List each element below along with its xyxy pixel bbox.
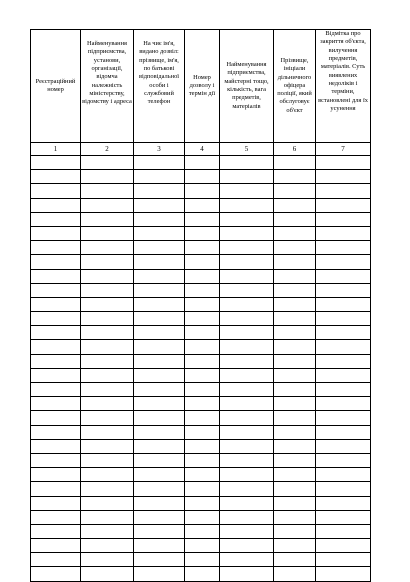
table-cell — [220, 496, 274, 510]
table-cell — [134, 297, 185, 311]
table-row — [31, 198, 371, 212]
table-cell — [31, 212, 81, 226]
table-cell — [220, 482, 274, 496]
table-cell — [134, 226, 185, 240]
table-cell — [134, 482, 185, 496]
table-cell — [316, 553, 371, 567]
table-cell — [134, 453, 185, 467]
header-row — [31, 30, 371, 143]
table-cell — [185, 226, 220, 240]
table-cell — [220, 354, 274, 368]
table-cell — [220, 156, 274, 170]
table-cell — [220, 297, 274, 311]
table-cell — [274, 283, 316, 297]
table-cell — [220, 510, 274, 524]
table-cell — [274, 354, 316, 368]
table-cell — [134, 326, 185, 340]
table-cell — [81, 383, 134, 397]
table-cell — [220, 468, 274, 482]
table-cell — [31, 468, 81, 482]
table-cell — [81, 212, 134, 226]
table-cell — [274, 411, 316, 425]
table-cell — [134, 170, 185, 184]
table-cell — [274, 170, 316, 184]
table-cell — [134, 496, 185, 510]
table-row — [31, 425, 371, 439]
table-cell — [81, 226, 134, 240]
table-cell — [220, 269, 274, 283]
table-cell — [134, 510, 185, 524]
table-cell — [31, 269, 81, 283]
table-cell — [134, 539, 185, 553]
table-row — [31, 510, 371, 524]
table-cell — [185, 496, 220, 510]
table-cell — [274, 496, 316, 510]
table-cell — [134, 425, 185, 439]
table-row — [31, 226, 371, 240]
column-number: 7 — [316, 143, 371, 156]
table-row — [31, 368, 371, 382]
table-cell — [220, 368, 274, 382]
table-cell — [185, 354, 220, 368]
table-row — [31, 539, 371, 553]
table-cell — [31, 297, 81, 311]
table-cell — [316, 510, 371, 524]
table-cell — [185, 482, 220, 496]
table-cell — [81, 524, 134, 538]
table-cell — [274, 184, 316, 198]
table-cell — [134, 156, 185, 170]
table-cell — [185, 340, 220, 354]
table-cell — [316, 453, 371, 467]
table-cell — [81, 354, 134, 368]
table-cell — [316, 411, 371, 425]
table-row — [31, 297, 371, 311]
table-cell — [185, 553, 220, 567]
table-cell — [185, 368, 220, 382]
table-row — [31, 524, 371, 538]
header-closure-note: Відмітка про закриття об'єкта, вилучення предметів, матеріалів. Суть виявлених недоліків і терміни, встановлені для їх усунення — [316, 30, 371, 143]
table-cell — [274, 553, 316, 567]
table-cell — [185, 539, 220, 553]
table-cell — [220, 425, 274, 439]
table-cell — [274, 468, 316, 482]
table-cell — [81, 340, 134, 354]
table-cell — [81, 184, 134, 198]
table-row — [31, 397, 371, 411]
table-cell — [185, 184, 220, 198]
table-row — [31, 340, 371, 354]
table-cell — [220, 524, 274, 538]
table-cell — [185, 397, 220, 411]
table-cell — [81, 255, 134, 269]
table-cell — [81, 156, 134, 170]
table-cell — [274, 439, 316, 453]
table-cell — [274, 524, 316, 538]
table-row — [31, 184, 371, 198]
table-row — [31, 326, 371, 340]
table-cell — [316, 354, 371, 368]
table-cell — [31, 326, 81, 340]
table-cell — [220, 340, 274, 354]
table-cell — [31, 241, 81, 255]
table-cell — [220, 312, 274, 326]
table-row — [31, 283, 371, 297]
table-cell — [134, 524, 185, 538]
column-number: 3 — [134, 143, 185, 156]
table-cell — [274, 368, 316, 382]
table-cell — [185, 297, 220, 311]
table-cell — [134, 468, 185, 482]
table-cell — [31, 354, 81, 368]
table-cell — [185, 468, 220, 482]
table-cell — [316, 170, 371, 184]
table-cell — [134, 439, 185, 453]
table-cell — [220, 326, 274, 340]
table-row — [31, 170, 371, 184]
table-cell — [31, 340, 81, 354]
table-cell — [274, 226, 316, 240]
table-cell — [316, 524, 371, 538]
table-row — [31, 312, 371, 326]
table-cell — [274, 383, 316, 397]
table-row — [31, 269, 371, 283]
table-row — [31, 482, 371, 496]
table-cell — [185, 453, 220, 467]
table-cell — [81, 425, 134, 439]
table-cell — [274, 297, 316, 311]
table-cell — [316, 340, 371, 354]
table-cell — [81, 482, 134, 496]
table-cell — [274, 255, 316, 269]
table-cell — [31, 496, 81, 510]
table-cell — [316, 496, 371, 510]
table-cell — [274, 510, 316, 524]
header-permit-number: Номер дозволу і термін дії — [185, 30, 220, 143]
column-number-row — [31, 143, 371, 156]
table-cell — [274, 453, 316, 467]
table-cell — [185, 198, 220, 212]
table-row — [31, 411, 371, 425]
table-cell — [134, 411, 185, 425]
column-number: 1 — [31, 143, 81, 156]
table-cell — [220, 283, 274, 297]
table-cell — [316, 184, 371, 198]
table-cell — [31, 368, 81, 382]
table-cell — [31, 184, 81, 198]
table-cell — [185, 170, 220, 184]
table-cell — [185, 283, 220, 297]
table-cell — [220, 241, 274, 255]
header-registration-number: Реєстраційний номер — [31, 30, 81, 143]
header-police-officer: Прізвище, ініціали дільничного офіцера поліції, який обслуговує об'єкт — [274, 30, 316, 143]
table-cell — [185, 255, 220, 269]
table-row — [31, 241, 371, 255]
table-cell — [134, 553, 185, 567]
table-cell — [134, 368, 185, 382]
table-cell — [220, 539, 274, 553]
table-cell — [31, 411, 81, 425]
table-cell — [274, 539, 316, 553]
table-cell — [220, 184, 274, 198]
table-cell — [81, 198, 134, 212]
table-cell — [220, 226, 274, 240]
table-cell — [81, 170, 134, 184]
table-cell — [274, 156, 316, 170]
table-cell — [81, 397, 134, 411]
header-items-materials: Найменування підприємства, майстерні тощо, кількість, вага предметів, матеріалів — [220, 30, 274, 143]
table-cell — [81, 241, 134, 255]
column-number: 5 — [220, 143, 274, 156]
table-cell — [316, 326, 371, 340]
table-cell — [185, 411, 220, 425]
table-cell — [81, 326, 134, 340]
table-cell — [316, 198, 371, 212]
table-cell — [185, 269, 220, 283]
table-cell — [134, 255, 185, 269]
table-cell — [31, 255, 81, 269]
table-cell — [316, 312, 371, 326]
table-cell — [134, 397, 185, 411]
table-cell — [220, 553, 274, 567]
register-table — [30, 29, 371, 582]
table-row — [31, 255, 371, 269]
table-cell — [81, 496, 134, 510]
table-cell — [220, 212, 274, 226]
table-cell — [134, 184, 185, 198]
table-cell — [134, 198, 185, 212]
table-cell — [274, 269, 316, 283]
table-cell — [134, 283, 185, 297]
table-cell — [31, 482, 81, 496]
column-number: 6 — [274, 143, 316, 156]
table-cell — [274, 198, 316, 212]
table-row — [31, 553, 371, 567]
table-cell — [31, 170, 81, 184]
table-cell — [185, 156, 220, 170]
table-cell — [134, 383, 185, 397]
table-cell — [81, 468, 134, 482]
table-cell — [31, 226, 81, 240]
table-cell — [316, 539, 371, 553]
table-cell — [31, 312, 81, 326]
table-cell — [81, 368, 134, 382]
table-cell — [31, 524, 81, 538]
table-cell — [316, 368, 371, 382]
table-cell — [220, 453, 274, 467]
table-cell — [220, 439, 274, 453]
table-cell — [220, 255, 274, 269]
table-row — [31, 453, 371, 467]
table-cell — [31, 510, 81, 524]
table-cell — [134, 241, 185, 255]
table-cell — [274, 340, 316, 354]
table-row — [31, 354, 371, 368]
table-cell — [31, 425, 81, 439]
header-permit-holder: На чиє ім'я, видано дозвіл: прізвище, ім'я, по батькові відповідальної особи і службовий телефон — [134, 30, 185, 143]
table-cell — [81, 297, 134, 311]
table-cell — [220, 411, 274, 425]
table-cell — [185, 425, 220, 439]
table-row — [31, 156, 371, 170]
table-cell — [316, 397, 371, 411]
table-cell — [81, 539, 134, 553]
table-cell — [316, 468, 371, 482]
column-number: 4 — [185, 143, 220, 156]
table-cell — [31, 539, 81, 553]
table-cell — [31, 283, 81, 297]
header-enterprise-name: Найменування підприємства, установи, організації, відомча належність міністерству, відомству і адреса — [81, 30, 134, 143]
table-cell — [274, 312, 316, 326]
table-row — [31, 439, 371, 453]
table-cell — [134, 212, 185, 226]
table-cell — [134, 354, 185, 368]
table-cell — [81, 439, 134, 453]
table-cell — [31, 156, 81, 170]
table-cell — [185, 241, 220, 255]
table-cell — [81, 510, 134, 524]
table-cell — [316, 482, 371, 496]
table-cell — [274, 425, 316, 439]
table-cell — [185, 383, 220, 397]
table-cell — [316, 226, 371, 240]
table-cell — [31, 397, 81, 411]
column-number: 2 — [81, 143, 134, 156]
table-cell — [316, 383, 371, 397]
table-cell — [81, 269, 134, 283]
table-cell — [220, 383, 274, 397]
table-row — [31, 468, 371, 482]
table-row — [31, 383, 371, 397]
table-cell — [185, 510, 220, 524]
table-cell — [316, 439, 371, 453]
table-cell — [185, 212, 220, 226]
table-cell — [31, 453, 81, 467]
table-cell — [81, 283, 134, 297]
register-body — [31, 156, 371, 582]
table-cell — [274, 482, 316, 496]
table-row — [31, 496, 371, 510]
table-cell — [274, 212, 316, 226]
table-cell — [81, 312, 134, 326]
table-cell — [316, 156, 371, 170]
table-cell — [316, 241, 371, 255]
table-cell — [274, 326, 316, 340]
table-cell — [81, 553, 134, 567]
table-cell — [134, 269, 185, 283]
table-cell — [31, 553, 81, 567]
table-cell — [185, 312, 220, 326]
table-cell — [316, 283, 371, 297]
table-cell — [274, 241, 316, 255]
table-cell — [185, 524, 220, 538]
table-cell — [81, 411, 134, 425]
table-cell — [185, 326, 220, 340]
table-cell — [316, 255, 371, 269]
table-cell — [134, 312, 185, 326]
table-cell — [316, 297, 371, 311]
table-cell — [31, 383, 81, 397]
table-cell — [31, 439, 81, 453]
table-cell — [185, 439, 220, 453]
table-cell — [220, 170, 274, 184]
table-cell — [31, 198, 81, 212]
table-cell — [316, 212, 371, 226]
table-cell — [81, 453, 134, 467]
table-cell — [134, 340, 185, 354]
table-cell — [274, 397, 316, 411]
table-cell — [220, 198, 274, 212]
table-row — [31, 212, 371, 226]
table-cell — [316, 425, 371, 439]
table-cell — [220, 397, 274, 411]
table-cell — [316, 269, 371, 283]
